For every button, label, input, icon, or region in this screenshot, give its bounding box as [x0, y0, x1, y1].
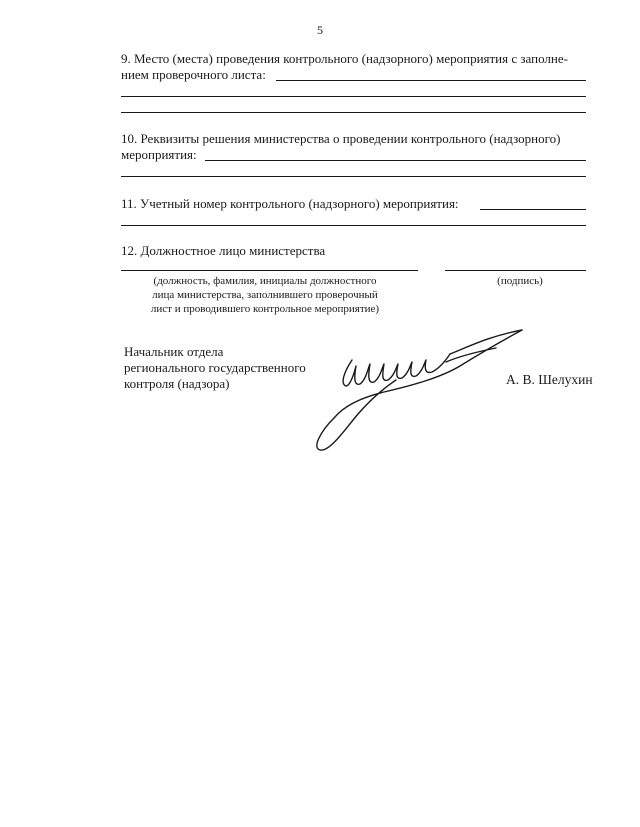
- official-name-line: [121, 270, 418, 271]
- item-9-blank-line-3: [121, 112, 586, 113]
- item-10-line-1: 10. Реквизиты решения министерства о проведении контрольного (надзорного): [121, 131, 561, 146]
- signatory-title-line-2: регионального государственного: [124, 360, 306, 375]
- item-9-line-1: 9. Место (места) проведения контрольного (надзорного) мероприятия с заполне-: [121, 51, 568, 66]
- item-11-line-1: 11. Учетный номер контрольного (надзорного) мероприятия:: [121, 196, 459, 211]
- official-caption-line-3: лист и проводившего контрольное мероприятие): [150, 303, 380, 315]
- item-11-blank-line-1: [480, 209, 586, 210]
- item-9-blank-line-1: [276, 80, 586, 81]
- official-caption-line-2: лица министерства, заполнившего проверочный: [152, 289, 378, 301]
- item-12-line-1: 12. Должностное лицо министерства: [121, 243, 326, 258]
- item-9-blank-line-2: [121, 96, 586, 97]
- item-10-blank-line-1: [205, 160, 586, 161]
- signatory-title: [124, 344, 306, 392]
- official-caption-line-1: (должность, фамилия, инициалы должностного: [153, 275, 377, 287]
- signature-caption: (подпись): [497, 275, 543, 287]
- item-9-line-2: нием проверочного листа:: [121, 67, 266, 82]
- signatory-title-line-1: Начальник отдела: [124, 344, 224, 359]
- item-10-line-2: мероприятия:: [121, 147, 197, 162]
- official-signature-line: [445, 270, 586, 271]
- signatory-title-line-3: контроля (надзора): [124, 376, 230, 391]
- item-10-blank-line-2: [121, 176, 586, 177]
- page-number: 5: [317, 23, 323, 37]
- handwritten-signature: [300, 322, 530, 462]
- signatory-name: А. В. Шелухин: [506, 372, 593, 387]
- item-11-blank-line-2: [121, 225, 586, 226]
